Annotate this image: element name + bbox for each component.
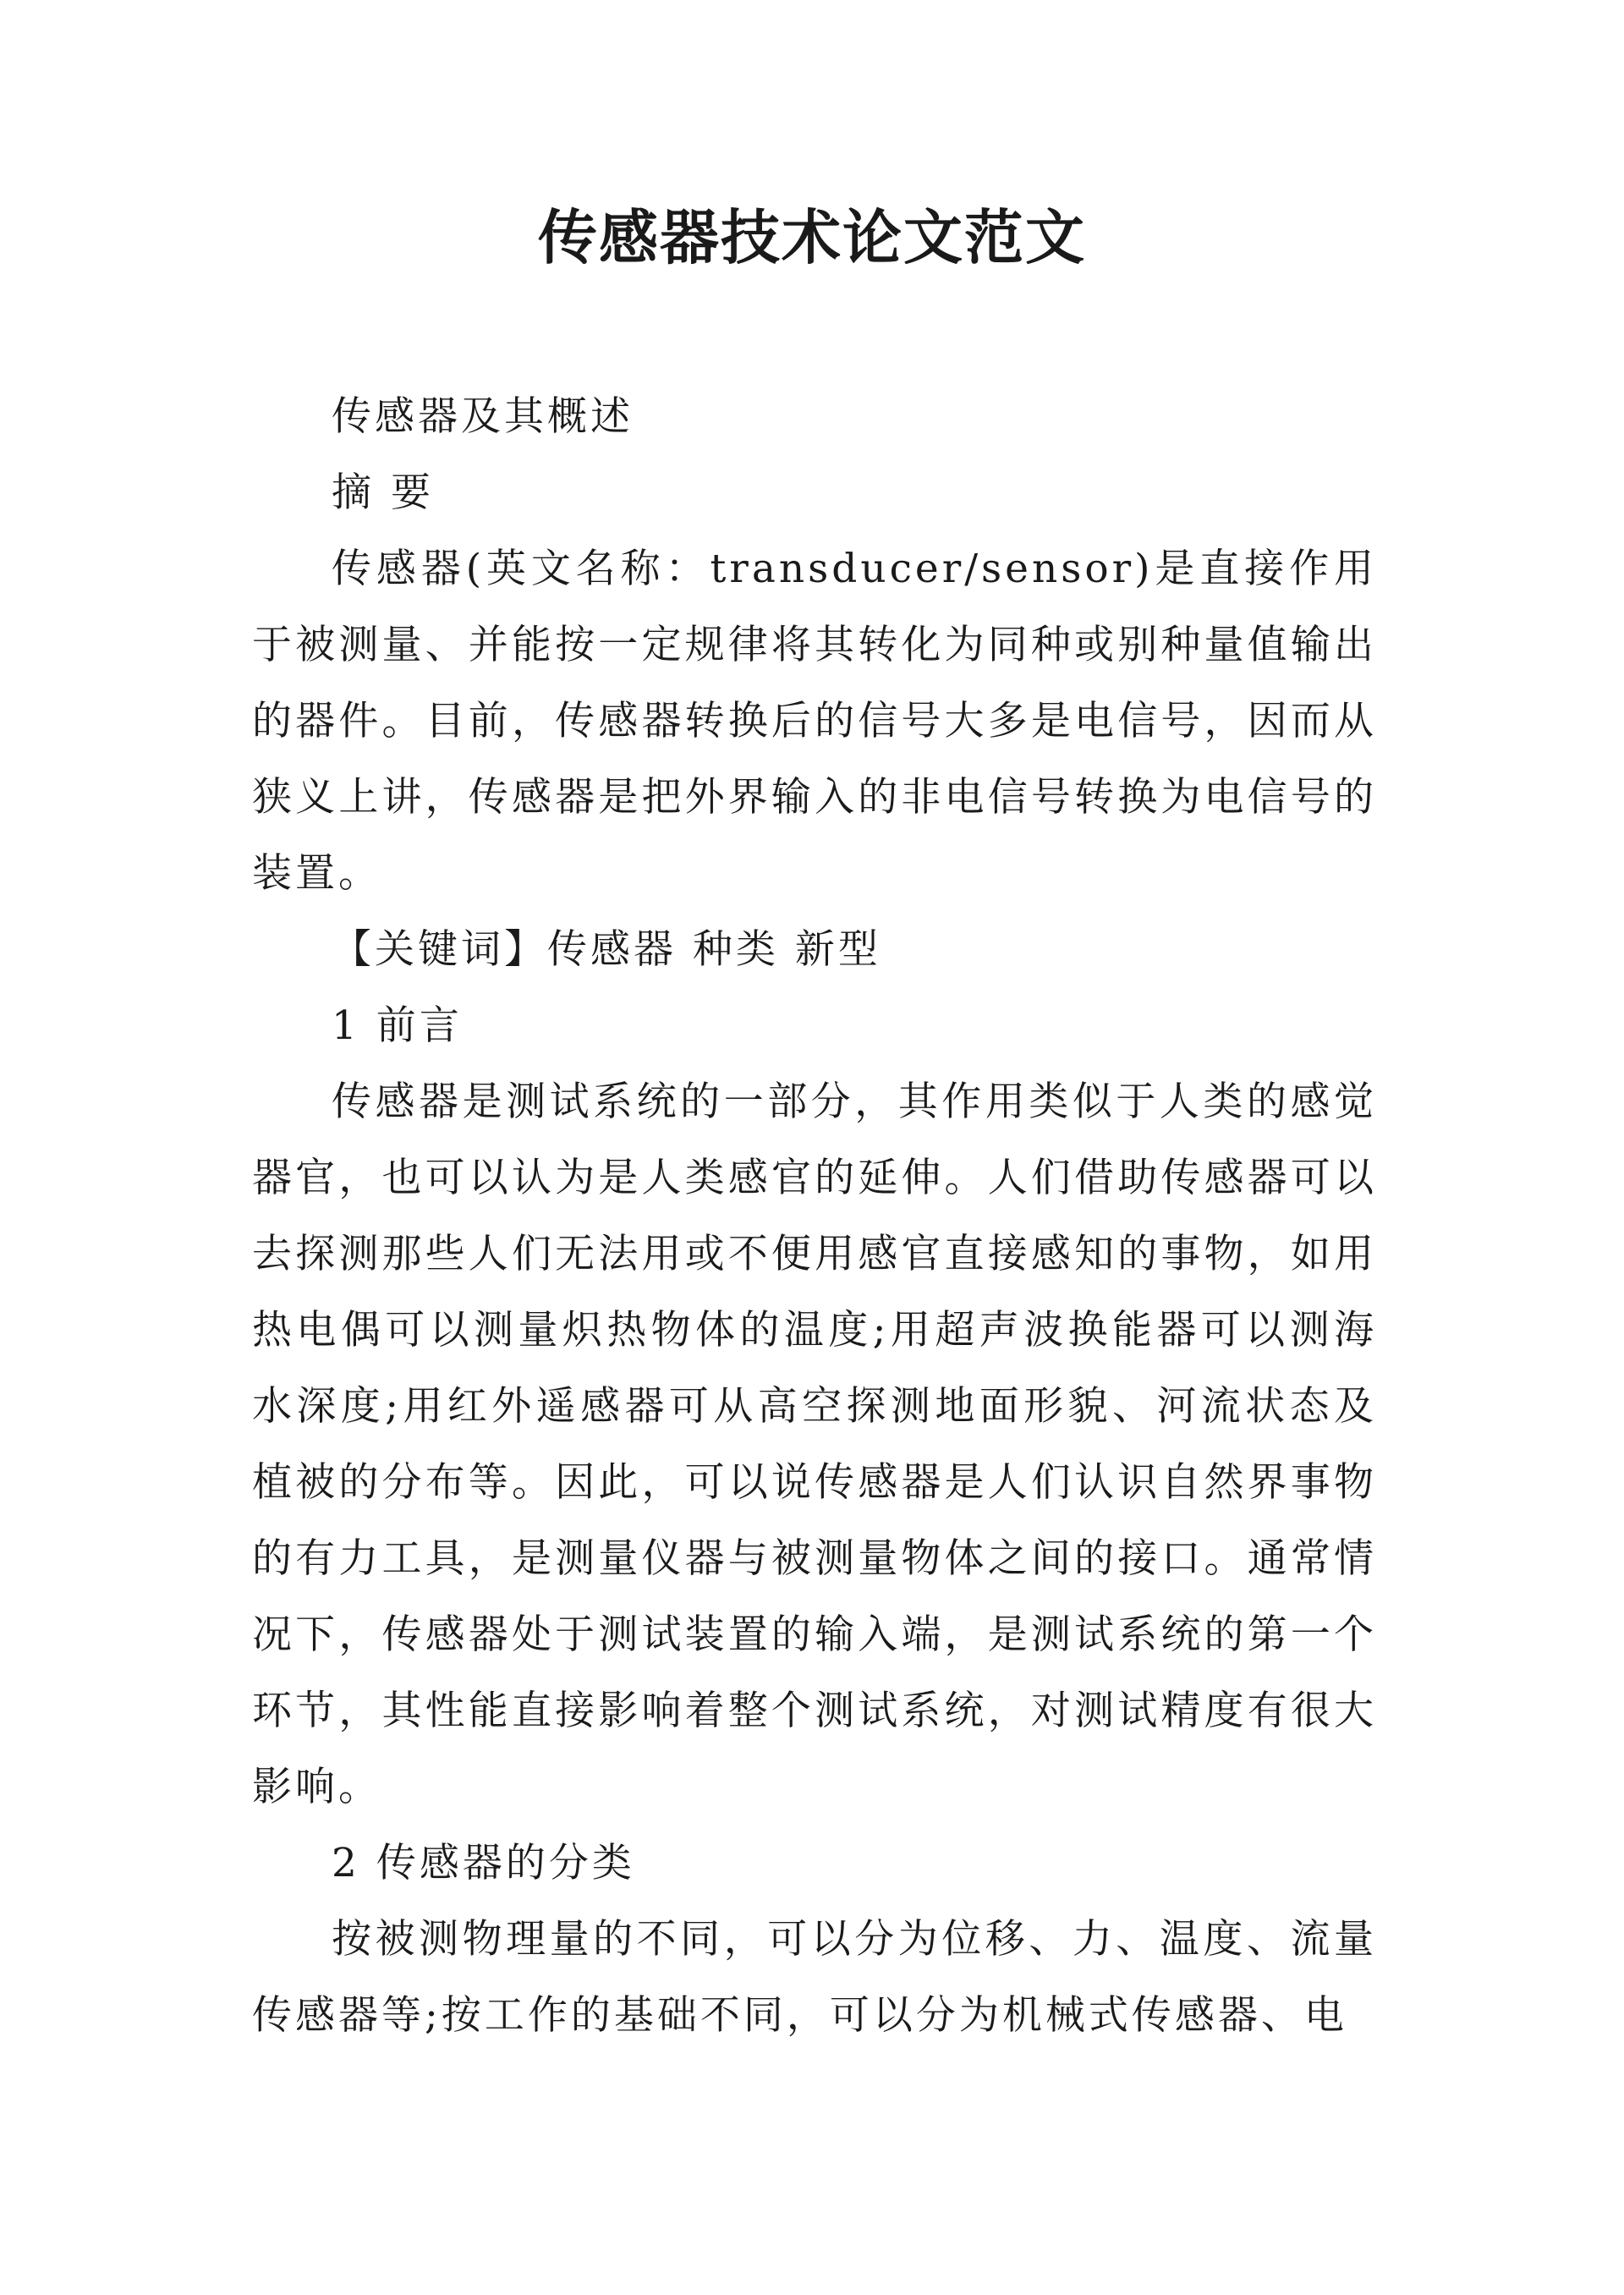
- section-heading-classification: 2 传感器的分类: [332, 1840, 635, 1886]
- keywords-line: 【关键词】传感器 种类 新型: [332, 926, 881, 973]
- abstract-heading: 摘 要: [332, 469, 434, 516]
- section-heading-overview: 传感器及其概述: [332, 393, 634, 440]
- document-title: 传感器技术论文范文: [538, 202, 1086, 272]
- classification-paragraph: 按被测物理量的不同，可以分为位移、力、温度、流量传感器等;按工作的基础不同，可以分为机械式传感器、电: [252, 1916, 1377, 2039]
- introduction-paragraph: 传感器是测试系统的一部分，其作用类似于人类的感觉器官，也可以认为是人类感官的延伸。人们借助传感器可以去探测那些人们无法用或不便用感官直接感知的事物，如用热电偶可以测量炽热物体的温度;用超声波换能器可以测海水深度;用红外遥感器可从高空探测地面形貌、河流状态及植被的分布等。因此，可以说传感器是人们认识自然界事物的有力工具，是测量仪器与被测量物体之间的接口。通常情况下，传感器处于测试装置的输入端，是测试系统的第一个环节，其性能直接影响着整个测试系统，对测试精度有很大影响。: [252, 1079, 1377, 1810]
- section-heading-introduction: 1 前言: [332, 1002, 463, 1049]
- document-body: [252, 379, 1377, 2054]
- abstract-paragraph: 传感器(英文名称：transducer/sensor)是直接作用于被测量、并能按一定规律将其转化为同种或别种量值输出的器件。目前，传感器转换后的信号大多是电信号，因而从狭义上讲，传感器是把外界输入的非电信号转换为电信号的装置。: [252, 546, 1377, 897]
